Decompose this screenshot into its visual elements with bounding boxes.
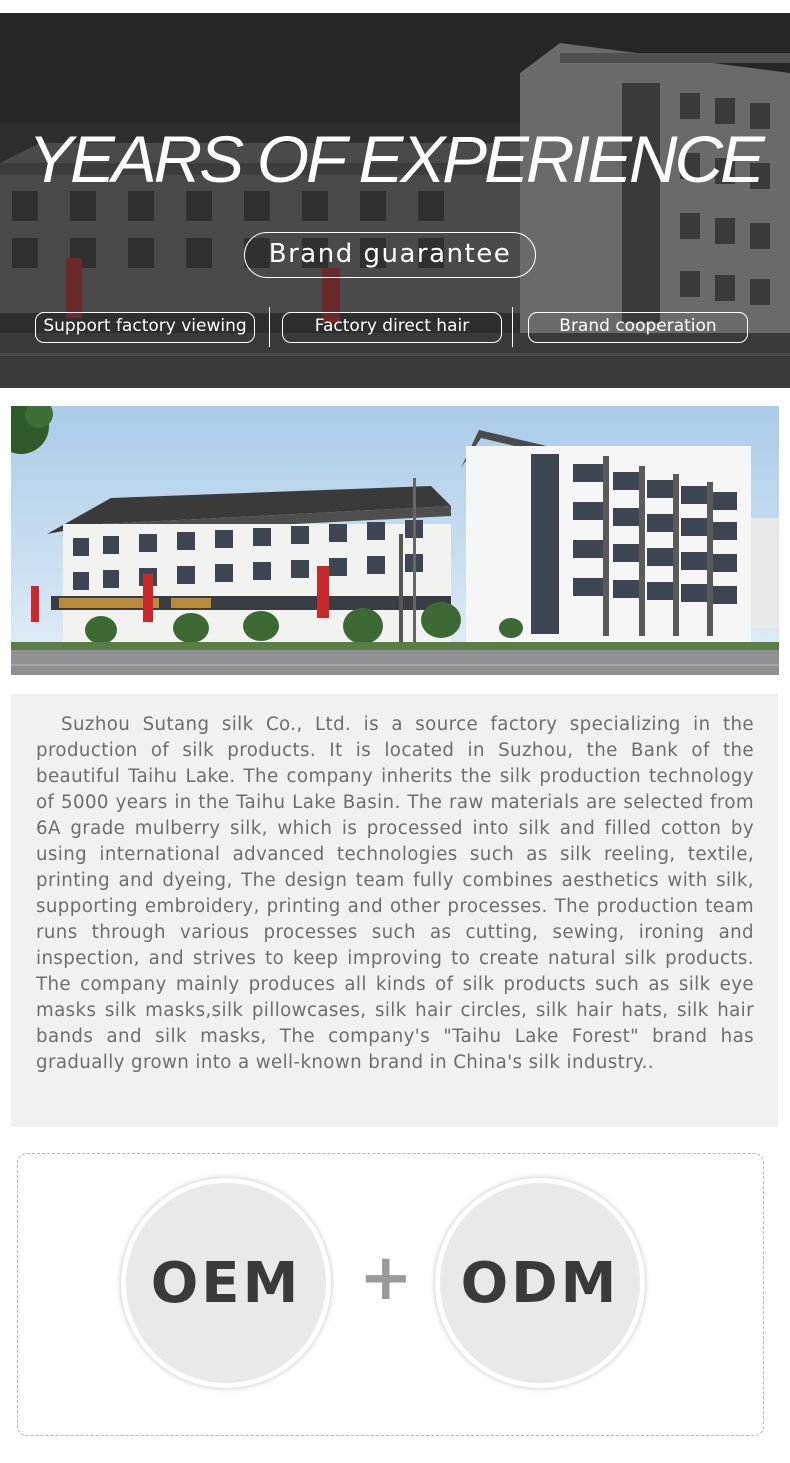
plus-sign: + — [359, 1241, 413, 1315]
feature-divider — [512, 307, 513, 347]
hero-title: YEARS OF EXPERIENCE — [28, 122, 762, 196]
feature-badge-direct-hair: Factory direct hair — [282, 312, 502, 343]
oem-circle: OEM — [121, 1178, 331, 1388]
factory-building-image — [11, 406, 779, 675]
hero-banner — [0, 13, 790, 388]
feature-badge-factory-viewing: Support factory viewing — [35, 312, 255, 343]
feature-divider — [269, 307, 270, 347]
feature-badge-brand-cooperation: Brand cooperation — [528, 312, 748, 343]
company-description-panel — [11, 694, 778, 1127]
odm-circle: ODM — [435, 1178, 645, 1388]
company-description-text: Suzhou Sutang silk Co., Ltd. is a source factory specializing in the production of silk products. It is located in Suzhou, the Bank of the beautiful Taihu Lake. The company inherits the silk production technology of 5000 years in the Taihu Lake Basin. The raw materials are selected from 6A grade mulberry silk, which is processed into silk and filled cotton by using international advanced technologies such as silk reeling, textile, printing and dyeing, The design team fully combines aesthetics with silk, supporting embroidery, printing and other processes. The production team runs through various processes such as cutting, sewing, ironing and inspection, and strives to keep improving to create natural silk products. The company mainly produces all kinds of silk products such as silk eye masks silk masks,silk pillowcases, silk hair circles, silk hair hats, silk hair bands and silk masks, The company's "Taihu Lake Forest" brand has gradually grown into a well-known brand in China's silk industry.. — [36, 714, 754, 1073]
brand-guarantee-badge: Brand guarantee — [244, 232, 536, 278]
factory-photo — [11, 406, 779, 675]
